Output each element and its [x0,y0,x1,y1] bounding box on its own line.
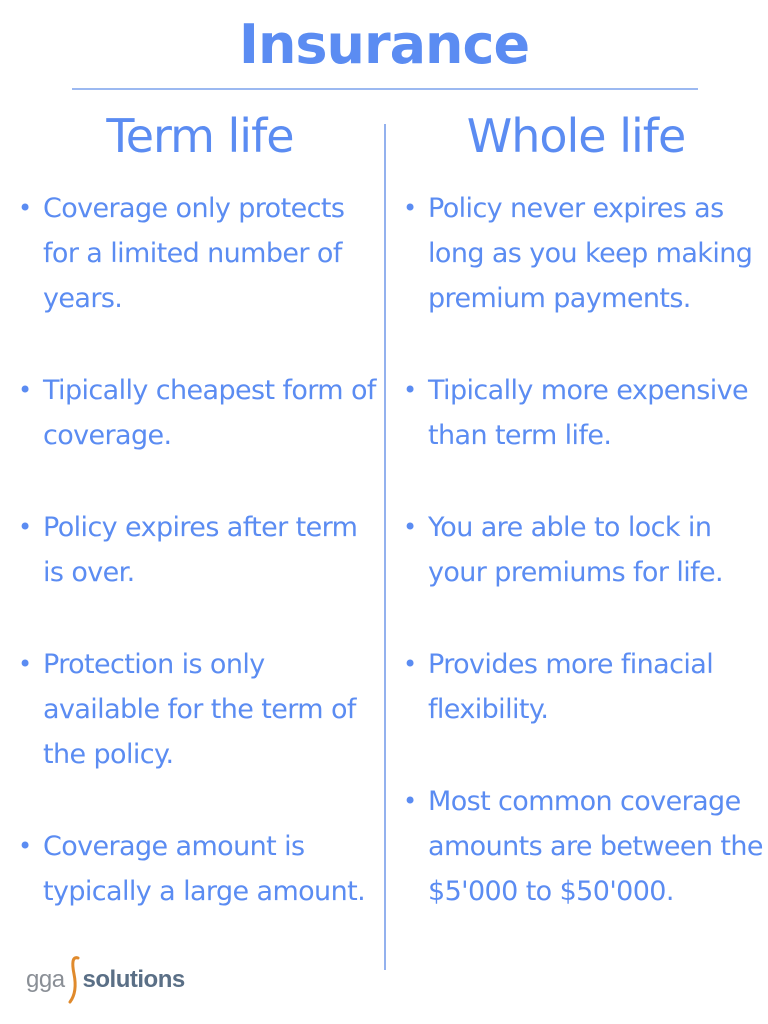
bullet-icon: • [403,376,417,404]
term-life-list [18,186,380,961]
bullet-icon: • [18,376,32,404]
term-life-heading: Term life [106,109,294,163]
bullet-icon: • [18,650,32,678]
list-item [18,505,380,595]
bullet-icon: • [403,513,417,541]
list-item-text: Policy never expires as long as you keep making premium payments. [428,193,753,314]
whole-life-heading: Whole life [466,109,686,163]
list-item [403,505,763,595]
list-item [403,779,763,914]
page-title: Insurance [238,13,530,76]
logo-gga-text: gga [26,966,65,993]
list-item [18,368,380,458]
bullet-icon: • [403,194,417,222]
list-item-text: Protection is only available for the term of the policy. [43,649,356,770]
bullet-icon: • [403,650,417,678]
list-item [403,642,763,732]
list-item-text: Tipically cheapest form of coverage. [43,375,376,451]
bullet-icon: • [18,194,32,222]
list-item-text: Coverage only protects for a limited number of years. [43,193,345,314]
whole-life-list [403,186,763,961]
title-divider [72,88,698,90]
list-item-text: Most common coverage amounts are between the $5'000 to $50'000. [428,786,763,907]
list-item-text: You are able to lock in your premiums for life. [428,512,724,588]
list-item-text: Policy expires after term is over. [43,512,358,588]
bullet-icon: • [403,787,417,815]
list-item-text: Coverage amount is typically a large amount. [43,831,366,907]
logo-solutions-text: solutions [82,966,185,993]
list-item [403,368,763,458]
list-item [18,824,380,914]
gga-solutions-logo [26,950,186,1010]
list-item [403,186,763,321]
integral-mark-icon [66,954,82,1006]
list-item [18,642,380,777]
list-item-text: Provides more finacial flexibility. [428,649,714,725]
bullet-icon: • [18,832,32,860]
list-item [18,186,380,321]
column-divider [384,124,386,970]
list-item-text: Tipically more expensive than term life. [428,375,749,451]
bullet-icon: • [18,513,32,541]
